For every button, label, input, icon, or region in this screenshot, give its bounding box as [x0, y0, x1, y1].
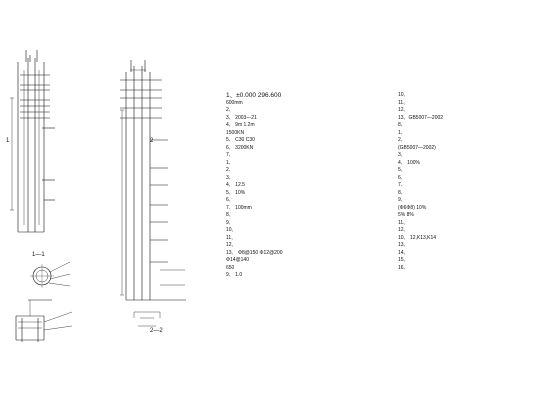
section-2-2 — [134, 312, 160, 326]
note-line: (GB5007—2002) — [398, 144, 436, 151]
note-line: 13、GB5007—2002 — [398, 114, 444, 121]
left-pile-elevation — [10, 58, 55, 232]
note-line: 3、 — [398, 152, 406, 158]
middle-section-label: 2—2 — [150, 328, 163, 334]
note-line: 11、 — [398, 219, 409, 226]
note-line: 1、 — [398, 129, 406, 136]
left-elevation-label: 1 — [6, 138, 10, 144]
note-line: 3、 2003—21 — [226, 114, 257, 121]
note-line: 6、 3200KN — [226, 144, 254, 151]
note-line: 4、 9m 1.2m — [226, 122, 255, 128]
note-line: 8、 — [398, 189, 406, 196]
note-line: 12、 — [226, 242, 237, 248]
note-line: (Φ6Φ8) 10% — [398, 204, 427, 211]
note-line: 6、 — [226, 197, 234, 203]
note-line: 5、 C30 C30 — [226, 137, 255, 143]
note-line: 16、 — [398, 264, 409, 271]
note-line: 5、 10% — [226, 189, 246, 196]
notes-column-2 — [398, 92, 548, 272]
note-line: 600mm — [226, 99, 243, 106]
note-line: 1、±0.000 296.600 — [226, 92, 282, 99]
middle-elevation-label: 2 — [150, 138, 154, 144]
note-line: 12、 — [398, 107, 409, 113]
note-line: 7、 — [226, 152, 234, 158]
section-1-1 — [28, 262, 70, 300]
note-line: 4、 100% — [398, 159, 420, 166]
note-line: 5% 8% — [398, 212, 414, 218]
notes-column-1 — [226, 92, 386, 280]
note-line: 650 — [226, 264, 235, 271]
note-line: 10、 — [398, 92, 409, 98]
note-line: 4、 12.5 — [226, 182, 245, 188]
note-line: 10、 12,K13,K14 — [398, 234, 437, 241]
cap-detail — [16, 300, 72, 342]
note-line: 13、 Φ8@150 Φ12@200 — [226, 249, 283, 256]
note-line: 7、 — [398, 182, 406, 188]
note-line: 14、 — [398, 249, 409, 256]
note-line: 5、 — [398, 167, 406, 173]
note-line: 11、 — [398, 99, 409, 106]
left-top-stubs — [26, 50, 37, 62]
note-line: 1500KN — [226, 129, 245, 136]
note-line: 3、 — [226, 174, 234, 181]
note-line: 8、 — [398, 122, 406, 128]
left-section-label: 1—1 — [32, 252, 45, 258]
note-line: 2、 — [226, 167, 234, 173]
note-line: 13、 — [398, 242, 409, 248]
note-line: 2、 — [398, 137, 406, 143]
note-line: 9、 1.0 — [226, 272, 243, 278]
note-line: 8、 — [226, 212, 234, 218]
note-line: 2、 — [226, 107, 234, 113]
middle-pile-elevation — [120, 66, 186, 300]
note-line: 12、 — [398, 227, 409, 233]
note-line: Φ14@140 — [226, 257, 249, 263]
note-line: 15、 — [398, 257, 409, 263]
note-line: 1、 — [226, 159, 234, 166]
note-line: 7、 100mm — [226, 204, 252, 211]
note-line: 10、 — [226, 227, 237, 233]
note-line: 9、 — [226, 219, 234, 226]
note-line: 6、 — [398, 174, 406, 181]
note-line: 11、 — [226, 234, 237, 241]
note-line: 9、 — [398, 197, 406, 203]
